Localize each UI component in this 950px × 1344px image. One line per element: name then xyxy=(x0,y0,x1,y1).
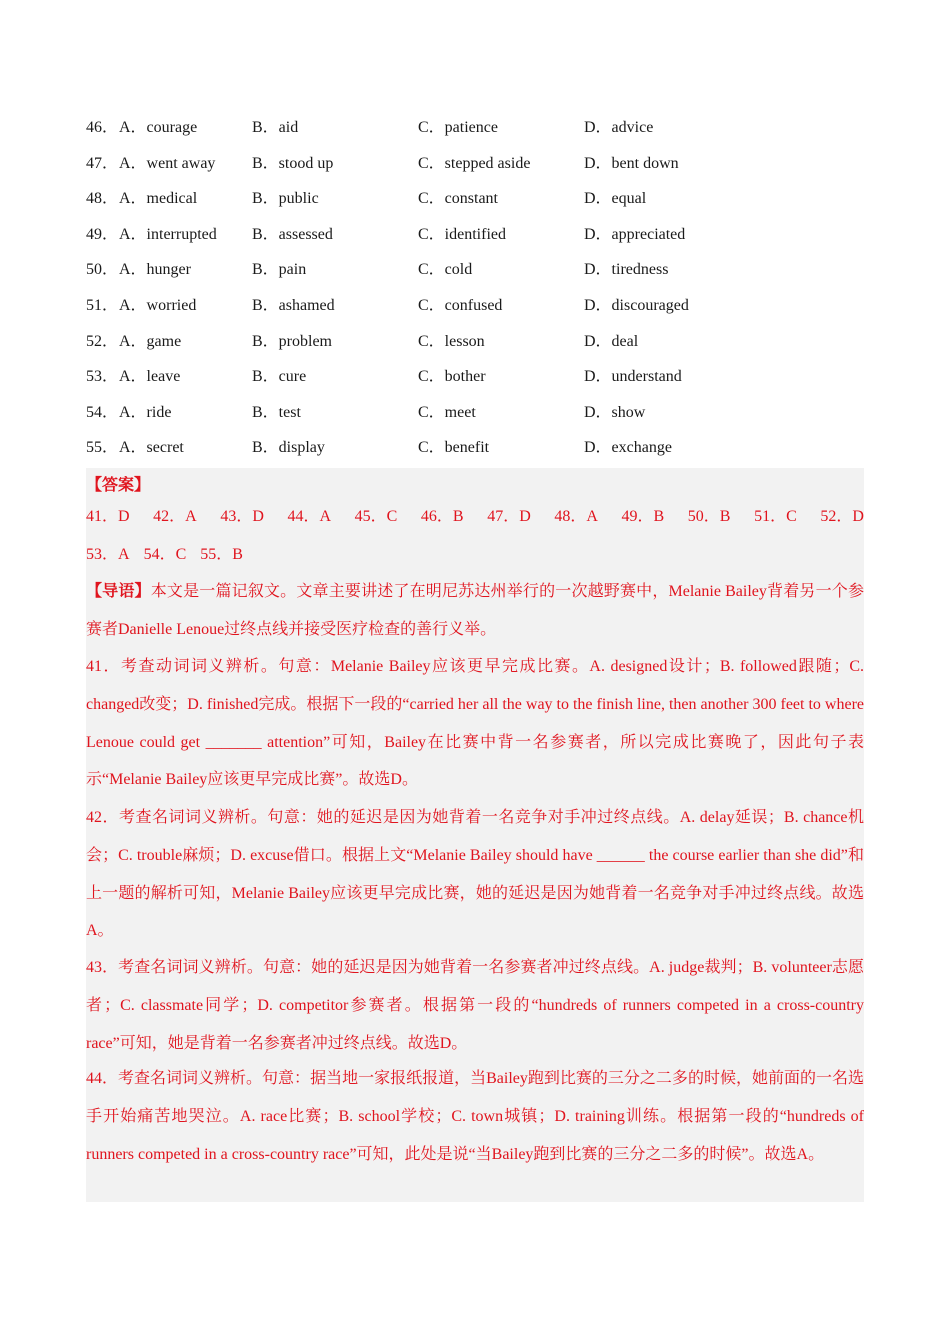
answer-item: 49．B xyxy=(621,508,665,525)
option-b: B．cure xyxy=(252,368,307,386)
answer-item: 43．D xyxy=(220,508,264,525)
option-row xyxy=(86,181,866,217)
option-row xyxy=(86,430,866,466)
answer-key-line-2 xyxy=(86,540,257,570)
option-d: D．deal xyxy=(584,332,639,350)
option-b: B．assessed xyxy=(252,225,333,243)
answer-item: 41．D xyxy=(86,508,130,525)
explanation-44: 44．考查名词词义辨析。句意：据当地一家报纸报道，当Bailey跑到比赛的三分之二多的时候，她前面的一名选手开始痛苦地哭泣。A. race比赛；B. school学校；C. town城镇；D. training训练。根据第一段的“hundreds of runners competed in a cross-country race”可知，此处是说“当Bailey跑到比赛的三分之二多的时候”。故选A。 xyxy=(86,1070,864,1163)
question-number: 47． xyxy=(86,154,119,172)
answer-item: 51．C xyxy=(754,508,797,525)
option-b: B．pain xyxy=(252,261,307,279)
intro-label: 【导语】 xyxy=(86,583,151,600)
option-b: B．ashamed xyxy=(252,296,335,314)
option-a: A．leave xyxy=(119,368,181,386)
option-a: A．ride xyxy=(119,403,172,421)
option-b: B．aid xyxy=(252,119,299,136)
option-d: D．advice xyxy=(584,119,654,136)
answer-item: 50．B xyxy=(687,508,731,525)
option-row xyxy=(86,252,866,288)
intro-text: 本文是一篇记叙文。文章主要讲述了在明尼苏达州举行的一次越野赛中，Melanie Bailey背着另一个参赛者Danielle Lenoue过终点线并接受医疗检查的善行义举。 xyxy=(86,583,864,638)
question-number: 48． xyxy=(86,190,119,208)
question-number: 50． xyxy=(86,261,119,279)
option-b: B．test xyxy=(252,403,301,421)
option-d: D．show xyxy=(584,403,646,421)
answer-item: 47．D xyxy=(487,508,531,525)
intro-paragraph xyxy=(86,573,864,649)
option-c: C．confused xyxy=(418,296,503,314)
option-a: A．secret xyxy=(119,439,184,457)
option-c: C．cold xyxy=(418,261,473,279)
option-c: C．bother xyxy=(418,368,486,386)
question-number: 49． xyxy=(86,225,119,243)
option-a: A．interrupted xyxy=(119,225,217,243)
answer-item: 44．A xyxy=(287,508,332,525)
option-c: C．identified xyxy=(418,225,506,243)
option-c: C．lesson xyxy=(418,332,485,350)
answer-item: 42．A xyxy=(153,508,197,525)
answer-section xyxy=(86,468,864,1202)
option-row xyxy=(86,217,866,253)
answer-item: 54．C xyxy=(143,546,187,563)
option-row xyxy=(86,110,866,146)
answer-key-line-1 xyxy=(86,502,864,532)
answer-item: 53．A xyxy=(86,546,130,563)
answer-item: 46．B xyxy=(420,508,464,525)
option-row xyxy=(86,146,866,182)
option-c: C．meet xyxy=(418,403,476,421)
answer-label: 【答案】 xyxy=(86,477,151,494)
answer-item: 48．A xyxy=(554,508,598,525)
option-d: D．tiredness xyxy=(584,261,669,279)
option-d: D．bent down xyxy=(584,154,679,172)
option-d: D．discouraged xyxy=(584,296,689,314)
explanation-42: 42．考查名词词义辨析。句意：她的延迟是因为她背着一名竞争对手冲过终点线。A. delay延误；B. chance机会；C. trouble麻烦；D. excuse借口。根据上文“Melanie Bailey should have ______ the course earlier than she did”和上一题的解析可知，Melanie Bailey应该更早完成比赛，她的延迟是因为她背着一名竞争对手冲过终点线。故选A。 xyxy=(86,809,864,940)
question-number: 51． xyxy=(86,296,119,314)
question-number: 46． xyxy=(86,119,119,136)
options-list xyxy=(86,110,866,466)
option-b: B．display xyxy=(252,439,325,457)
question-number: 52． xyxy=(86,332,119,350)
explanation-41: 41．考查动词词义辨析。句意：Melanie Bailey应该更早完成比赛。A. designed设计；B. followed跟随；C. changed改变；D. finished完成。根据下一段的“carried her all the way to the finish line, then another 300 feet to where Lenoue could get _______ attention”可知，Bailey在比赛中背一名参赛者，所以完成比赛晚了，因此句子表示“Melanie Bailey应该更早完成比赛”。故选D。 xyxy=(86,658,865,789)
option-a: A．courage xyxy=(119,119,198,136)
option-row xyxy=(86,359,866,395)
answer-item: 52．D xyxy=(820,508,864,525)
option-b: B．problem xyxy=(252,332,332,350)
option-c: C．benefit xyxy=(418,439,490,457)
option-a: A．medical xyxy=(119,190,198,208)
option-row xyxy=(86,324,866,360)
option-c: C．stepped aside xyxy=(418,154,531,172)
option-a: A．hunger xyxy=(119,261,191,279)
question-number: 53． xyxy=(86,368,119,386)
option-d: D．equal xyxy=(584,190,647,208)
answer-item: 45．C xyxy=(354,508,398,525)
question-number: 54． xyxy=(86,403,119,421)
option-b: B．stood up xyxy=(252,154,334,172)
option-a: A．game xyxy=(119,332,182,350)
option-d: D．understand xyxy=(584,368,682,386)
option-a: A．worried xyxy=(119,296,197,314)
option-c: C．constant xyxy=(418,190,498,208)
answer-item: 55．B xyxy=(200,546,243,563)
option-a: A．went away xyxy=(119,154,216,172)
explanation-43: 43．考查名词词义辨析。句意：她的延迟是因为她背着一名参赛者冲过终点线。A. judge裁判；B. volunteer志愿者；C. classmate同学；D. competitor参赛者。根据第一段的“hundreds of runners competed in a cross-country race”可知，她是背着一名参赛者冲过终点线。故选D。 xyxy=(86,959,864,1052)
option-row xyxy=(86,288,866,324)
option-d: D．exchange xyxy=(584,439,672,457)
option-c: C．patience xyxy=(418,119,498,136)
option-row xyxy=(86,395,866,431)
option-b: B．public xyxy=(252,190,319,208)
option-d: D．appreciated xyxy=(584,225,686,243)
question-number: 55． xyxy=(86,439,119,457)
